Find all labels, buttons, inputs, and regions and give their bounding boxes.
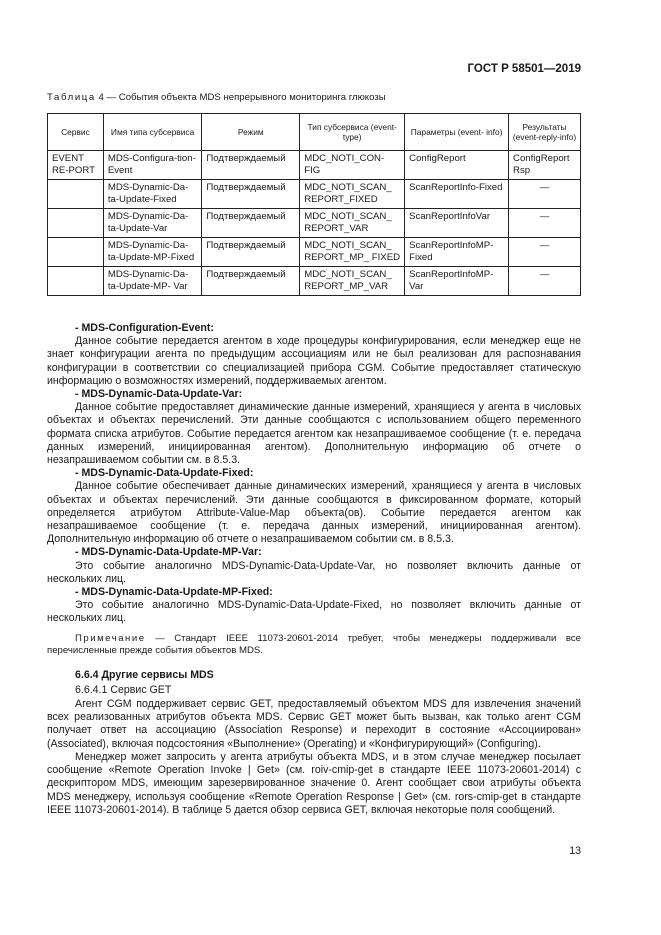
table-row bbox=[48, 151, 581, 180]
header-subservice-name: Имя типа субсервиса bbox=[103, 114, 202, 151]
subsection-heading: 6.6.4.1 Сервис GET bbox=[75, 683, 172, 696]
cell-service-empty bbox=[48, 267, 104, 296]
document-body bbox=[47, 322, 581, 817]
events-table bbox=[47, 113, 581, 296]
paragraph: Менеджер может запросить у агента атрибуты объекта MDS, и в этом случае менеджер посылает сообщение «Remote Operation Invoke | Get» (см. roiv-cmip-get в стандарте IEEE 11073-20601-2014) с дескриптором MDS, имеющим зарезервированное значение 0. Агент сообщает свои атрибуты объекта MDS менеджеру, используя сообщение «Remote Operation Response | Get» (см. rors-cmip-get в стандарте IEEE 11073-20601-2014). В таблице 5 дается обзор сервиса GET, включая некоторые поля сообщений. bbox=[47, 750, 581, 816]
note bbox=[47, 633, 581, 658]
table-row bbox=[48, 209, 581, 238]
cell-result: — bbox=[509, 238, 581, 267]
paragraph: Это событие аналогично MDS-Dynamic-Data-Update-Fixed, но позволяет включить данные от нескольких лиц. bbox=[47, 599, 581, 625]
heading-configuration-event: - MDS-Configuration-Event: bbox=[75, 322, 214, 334]
table-caption-title: 4 — События объекта MDS непрерывного мониторинга глюкозы bbox=[98, 92, 386, 103]
cell-mode: Подтверждаемый bbox=[202, 238, 300, 267]
heading-dynamic-data-update-mp-var: - MDS-Dynamic-Data-Update-MP-Var: bbox=[75, 546, 262, 559]
cell-type: MDC_NOTI_SCAN_ REPORT_MP_ FIXED bbox=[300, 238, 405, 267]
cell-mode: Подтверждаемый bbox=[202, 180, 300, 209]
table-header-row bbox=[48, 114, 581, 151]
header-mode: Режим bbox=[202, 114, 300, 151]
cell-result: ConfigReport Rsp bbox=[509, 151, 581, 180]
cell-result: — bbox=[509, 209, 581, 238]
cell-name: MDS-Dynamic-Da-ta-Update-Fixed bbox=[103, 180, 202, 209]
table-row bbox=[48, 238, 581, 267]
table-caption bbox=[47, 92, 386, 103]
paragraph: Данное событие передается агентом в ходе процедуры конфигурирования, если менеджер еще не знает конфигурации агента по предыдущим ассоциациям или не был реализован для распознавания конфигурации в соответствии со специализацией прибора CGM. Событие предоставляет статическую информацию о возможностях измерений, поддерживаемых агентом. bbox=[47, 335, 581, 387]
paragraph: Агент CGM поддерживает сервис GET, предоставляемый объектом MDS для извлечения значений всех реализованных атрибутов объекта MDS. Сервис GET может быть вызван, как только агент CGM получает ответ на ассоциацию (Association Response) и переходит в состояние «Ассоциирован» (Associated), включая подсостояния «Выполнение» (Operating) и «Конфигурирующий» (Configuring). bbox=[47, 698, 581, 750]
cell-type: MDC_NOTI_SCAN_ REPORT_FIXED bbox=[300, 180, 405, 209]
cell-result: — bbox=[509, 267, 581, 296]
paragraph: Данное событие обеспечивает данные динамических измерений, хранящиеся у агента в числовых объектах и объектах перечислений. Эти данные сообщаются в фиксированном формате, который определяется атрибутом Attribute-Value-Map объекта(ов). Событие передается агентом как незапрашиваемое сообщение (т. е. передача данных измерений, инициированная агентом). Дополнительную информацию об отчете о незапрашиваемом событии см. в 8.5.3. bbox=[47, 480, 581, 546]
table-caption-label: Таблица bbox=[47, 92, 96, 103]
header-results: Результаты (event-reply-info) bbox=[509, 114, 581, 151]
cell-params: ScanReportInfoMP-Var bbox=[405, 267, 509, 296]
cell-params: ScanReportInfoVar bbox=[405, 209, 509, 238]
cell-name: MDS-Configura-tion-Event bbox=[103, 151, 202, 180]
cell-result: — bbox=[509, 180, 581, 209]
cell-params: ScanReportInfoMP-Fixed bbox=[405, 238, 509, 267]
cell-type: MDC_NOTI_CON-FIG bbox=[300, 151, 405, 180]
note-text: — Стандарт IEEE 11073-20601-2014 требует, чтобы менеджеры поддерживали все перечисленные прежде события объектов MDS. bbox=[47, 632, 581, 657]
cell-type: MDC_NOTI_SCAN_ REPORT_MP_VAR bbox=[300, 267, 405, 296]
paragraph: Это событие аналогично MDS-Dynamic-Data-Update-Var, но позволяет включить данные от нескольких лиц. bbox=[47, 559, 581, 585]
cell-params: ConfigReport bbox=[405, 151, 509, 180]
table-row bbox=[48, 267, 581, 296]
cell-type: MDC_NOTI_SCAN_ REPORT_VAR bbox=[300, 209, 405, 238]
heading-dynamic-data-update-mp-fixed: - MDS-Dynamic-Data-Update-MP-Fixed: bbox=[75, 586, 273, 599]
table-row bbox=[48, 180, 581, 209]
page-number: 13 bbox=[569, 845, 581, 857]
paragraph: Данное событие предоставляет динамические данные измерений, хранящиеся у агента в числовых объектах и объектах перечислений. Эти данные сообщаются с использованием общего переменного формата списка атрибутов. Событие передается агентом как незапрашиваемое сообщение (т. е. передача данных измерений, инициированная агентом). Дополнительную информацию об отчете о незапрашиваемом событии см. в 8.5.3. bbox=[47, 401, 581, 467]
cell-name: MDS-Dynamic-Da-ta-Update-MP-Fixed bbox=[103, 238, 202, 267]
cell-service-empty bbox=[48, 209, 104, 238]
cell-name: MDS-Dynamic-Da-ta-Update-Var bbox=[103, 209, 202, 238]
heading-dynamic-data-update-var: - MDS-Dynamic-Data-Update-Var: bbox=[75, 388, 243, 401]
standard-header: ГОСТ Р 58501—2019 bbox=[467, 63, 581, 75]
cell-name: MDS-Dynamic-Da-ta-Update-MP- Var bbox=[103, 267, 202, 296]
header-parameters: Параметры (event- info) bbox=[405, 114, 509, 151]
cell-mode: Подтверждаемый bbox=[202, 267, 300, 296]
section-heading: 6.6.4 Другие сервисы MDS bbox=[75, 668, 214, 681]
cell-service-empty bbox=[48, 180, 104, 209]
cell-service-empty bbox=[48, 238, 104, 267]
heading-dynamic-data-update-fixed: - MDS-Dynamic-Data-Update-Fixed: bbox=[75, 467, 254, 480]
cell-mode: Подтверждаемый bbox=[202, 151, 300, 180]
cell-service: EVENT RE-PORT bbox=[48, 151, 104, 180]
cell-params: ScanReportInfo-Fixed bbox=[405, 180, 509, 209]
note-label: Примечание bbox=[75, 632, 146, 644]
header-service: Сервис bbox=[48, 114, 104, 151]
header-subservice-type: Тип субсервиса (event-type) bbox=[300, 114, 405, 151]
cell-mode: Подтверждаемый bbox=[202, 209, 300, 238]
